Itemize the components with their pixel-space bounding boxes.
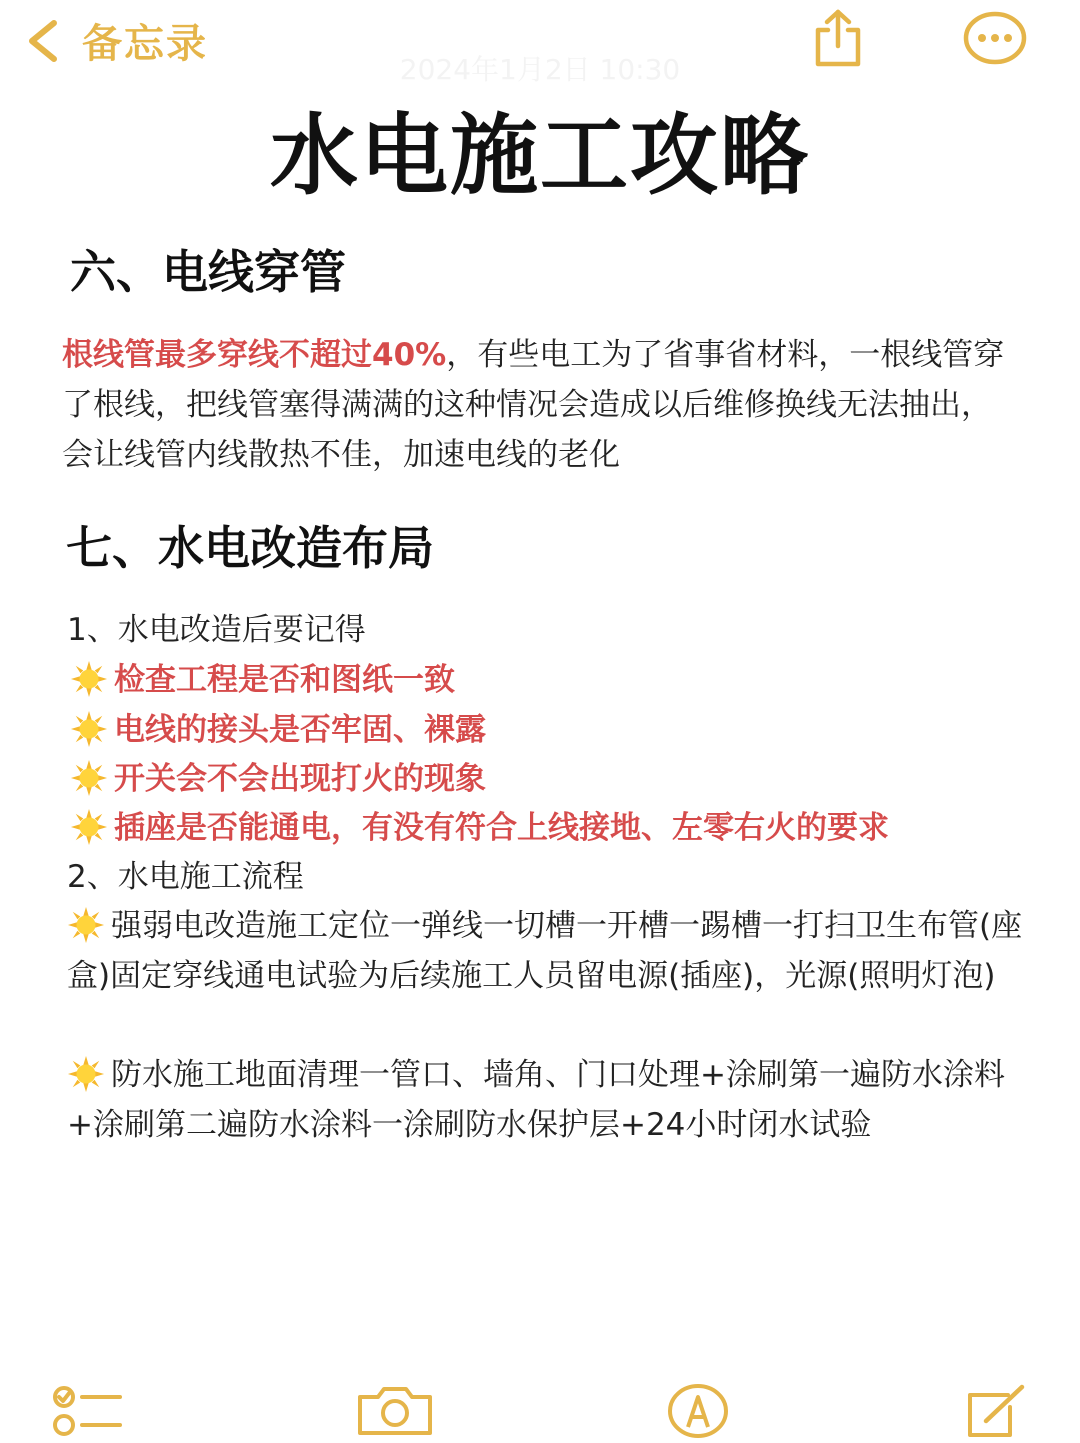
check-item-label: 插座是否能通电，有没有符合上线接地、左零右火的要求 (114, 810, 889, 846)
check-item-label: 检查工程是否和图纸一致 (114, 662, 455, 698)
camera-icon[interactable] (356, 1385, 434, 1437)
section-7-sub2: 2、水电施工流程 (67, 859, 304, 895)
check-item-label: 电线的接头是否牢固、裸露 (114, 712, 486, 748)
note-timestamp: 2024年1月2日 10:30 (399, 53, 681, 86)
sun-emoji-icon (70, 808, 108, 846)
section-7-heading: 七、水电改造布局 (66, 521, 434, 575)
flow-paragraph-waterproof (67, 1050, 1027, 1150)
check-item (70, 754, 1030, 804)
sun-emoji-icon (70, 759, 108, 797)
note-title: 水电施工攻略 (269, 104, 810, 207)
section-7-sub1: 1、水电改造后要记得 (67, 612, 366, 648)
sun-emoji-icon (70, 660, 108, 698)
section-6-heading: 六、电线穿管 (70, 245, 346, 299)
check-item (70, 803, 1030, 853)
section-6-text: ，有些电工为了省事省材料，一根线管穿了根线，把线管塞得满满的这种情况会造成以后维修换线无法抽出，会让线管内线散热不佳，加速电线的老化 (62, 337, 1005, 473)
check-item (70, 655, 1030, 705)
flow-text: 强弱电改造施工定位一弹线一切槽一开槽一踢槽一打扫卫生布管(座盒)固定穿线通电试验为后续施工人员留电源(插座)，光源(照明灯泡) (67, 908, 1023, 994)
sun-emoji-icon (67, 1055, 105, 1093)
compose-icon[interactable] (964, 1383, 1028, 1439)
section-6-highlight: 根线管最多穿线不超过40% (62, 337, 447, 373)
back-label: 备忘录 (82, 21, 208, 67)
flow-text: 防水施工地面清理一管口、墙角、门口处理+涂刷第一遍防水涂料+涂刷第二遍防水涂料一涂刷防水保护层+24小时闭水试验 (67, 1057, 1005, 1143)
markup-pen-icon[interactable] (666, 1383, 730, 1439)
sun-emoji-icon (67, 906, 105, 944)
sun-emoji-icon (70, 710, 108, 748)
check-item-label: 开关会不会出现打火的现象 (114, 761, 486, 797)
check-item (70, 705, 1030, 755)
flow-paragraph-electric (67, 901, 1027, 1001)
section-6-paragraph (62, 330, 1022, 480)
checklist-icon[interactable] (52, 1385, 124, 1437)
